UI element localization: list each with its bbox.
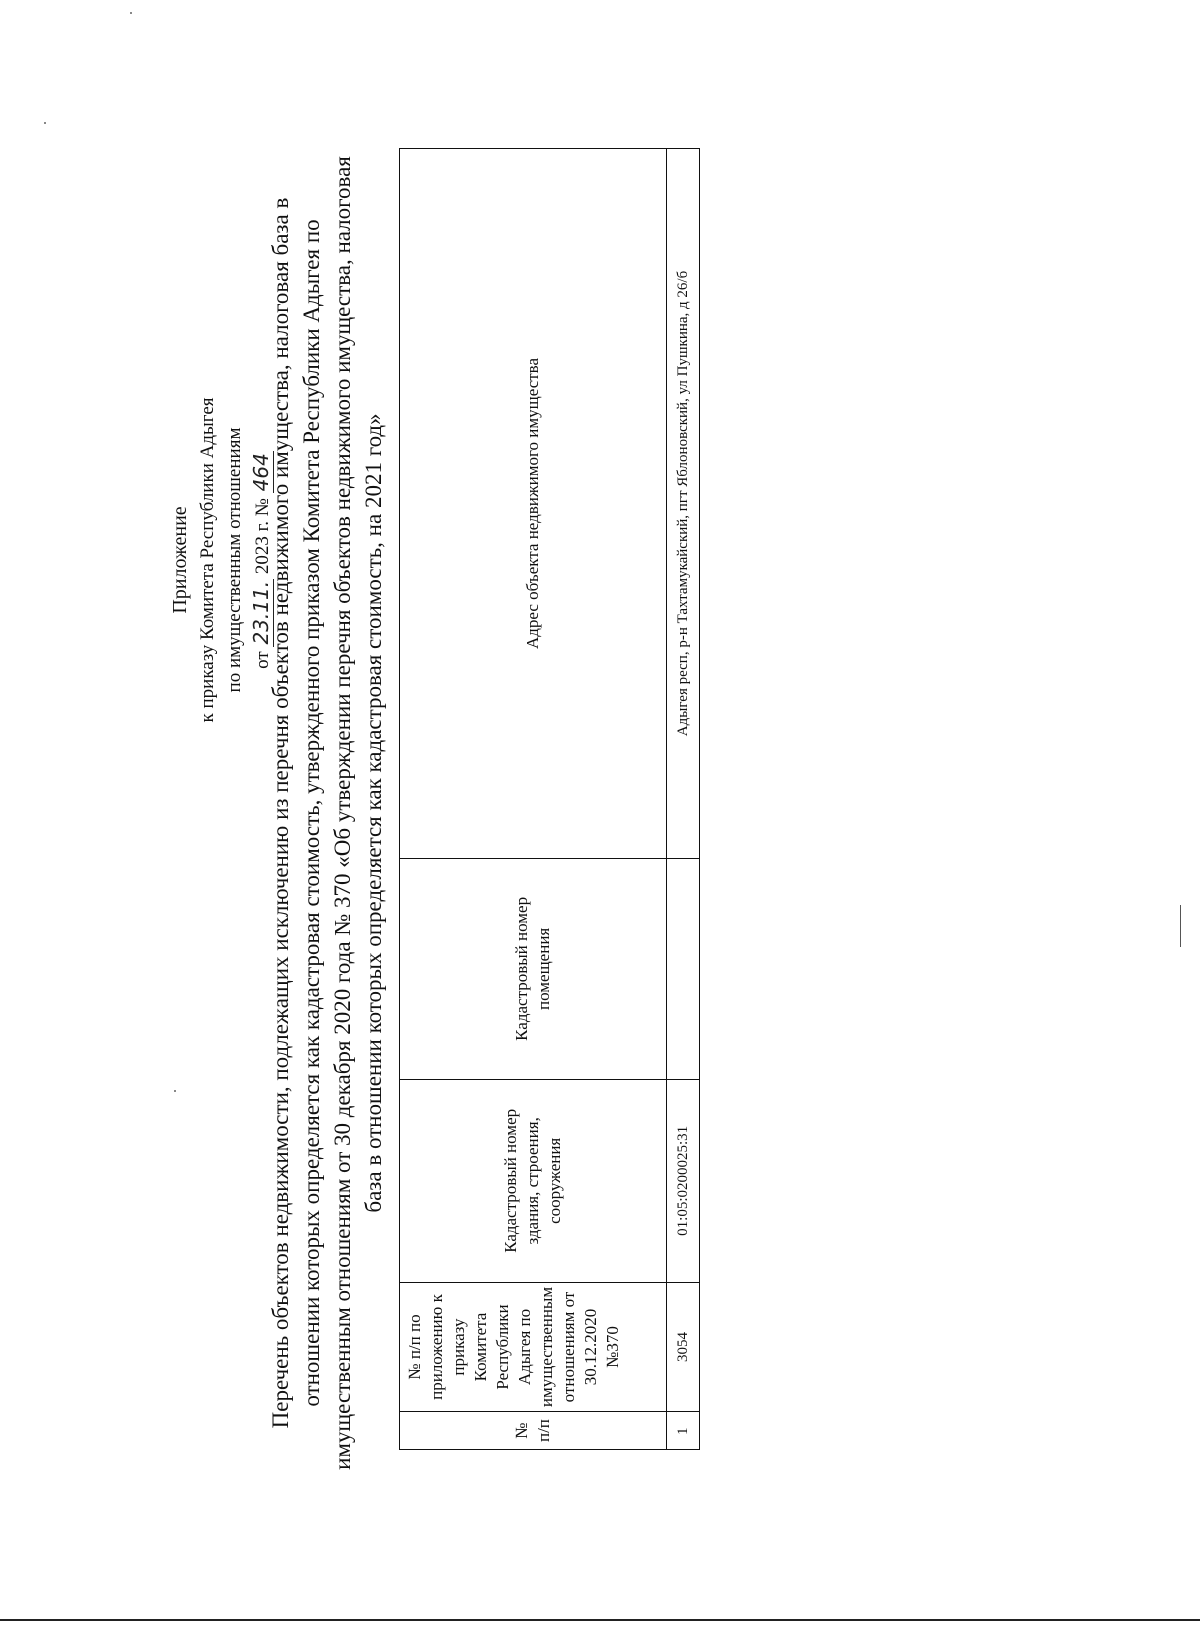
date-year: 2023 г. № bbox=[252, 498, 273, 575]
header-order-num: № п/п по приложению к приказу Комитета Республики Адыгея по имущественным отношениям от 30.12.2020 №370 bbox=[400, 1282, 667, 1411]
scan-speck bbox=[174, 1090, 176, 1092]
property-table bbox=[399, 148, 700, 1450]
handwritten-number: 464 bbox=[249, 453, 273, 492]
cell-building-cadastral: 01:05:0200025:31 bbox=[667, 1079, 700, 1282]
appendix-line-2: по имущественным отношениям bbox=[224, 427, 245, 693]
cell-address: Адыгея респ, р-н Тахтамукайский, пгт Яблоновский, ул Пушкина, д 26/б bbox=[667, 149, 700, 859]
scan-mark bbox=[1180, 905, 1181, 947]
appendix-line-1: к приказу Комитета Республики Адыгея bbox=[197, 397, 218, 723]
document-page bbox=[0, 130, 699, 1510]
appendix-title: Приложение bbox=[169, 506, 191, 614]
appendix-header bbox=[167, 300, 276, 820]
scan-speck bbox=[130, 12, 132, 14]
scan-speck bbox=[44, 122, 46, 124]
cell-order-num: 3054 bbox=[667, 1282, 700, 1411]
cell-num: 1 bbox=[667, 1412, 700, 1450]
date-prefix: от bbox=[252, 651, 273, 669]
header-address: Адрес объекта недвижимого имущества bbox=[400, 149, 667, 859]
document-heading: Перечень объектов недвижимости, подлежащих исключению из перечня объектов недвижимого имущества, налоговая база в отношении которых определяется как кадастровая стоимость, утвержденного приказом Комитета Республики Адыгея по имущественным отношениям от 30 декабря 2020 года № 370 «Об утверждении перечня объектов недвижимого имущества, налоговая база в отношении которых определяется как кадастровая стоимость, на 2021 год» bbox=[268, 156, 386, 1470]
header-num: № п/п bbox=[400, 1412, 667, 1450]
header-building-cadastral: Кадастровый номер здания, строения, сооружения bbox=[400, 1079, 667, 1282]
handwritten-date: 23.11. bbox=[249, 580, 273, 645]
header-room-cadastral: Кадастровый номер помещения bbox=[400, 858, 667, 1079]
table-row bbox=[667, 149, 700, 1450]
scan-edge-line bbox=[0, 1619, 1200, 1621]
table-header-row bbox=[400, 149, 667, 1450]
cell-room-cadastral bbox=[667, 858, 700, 1079]
